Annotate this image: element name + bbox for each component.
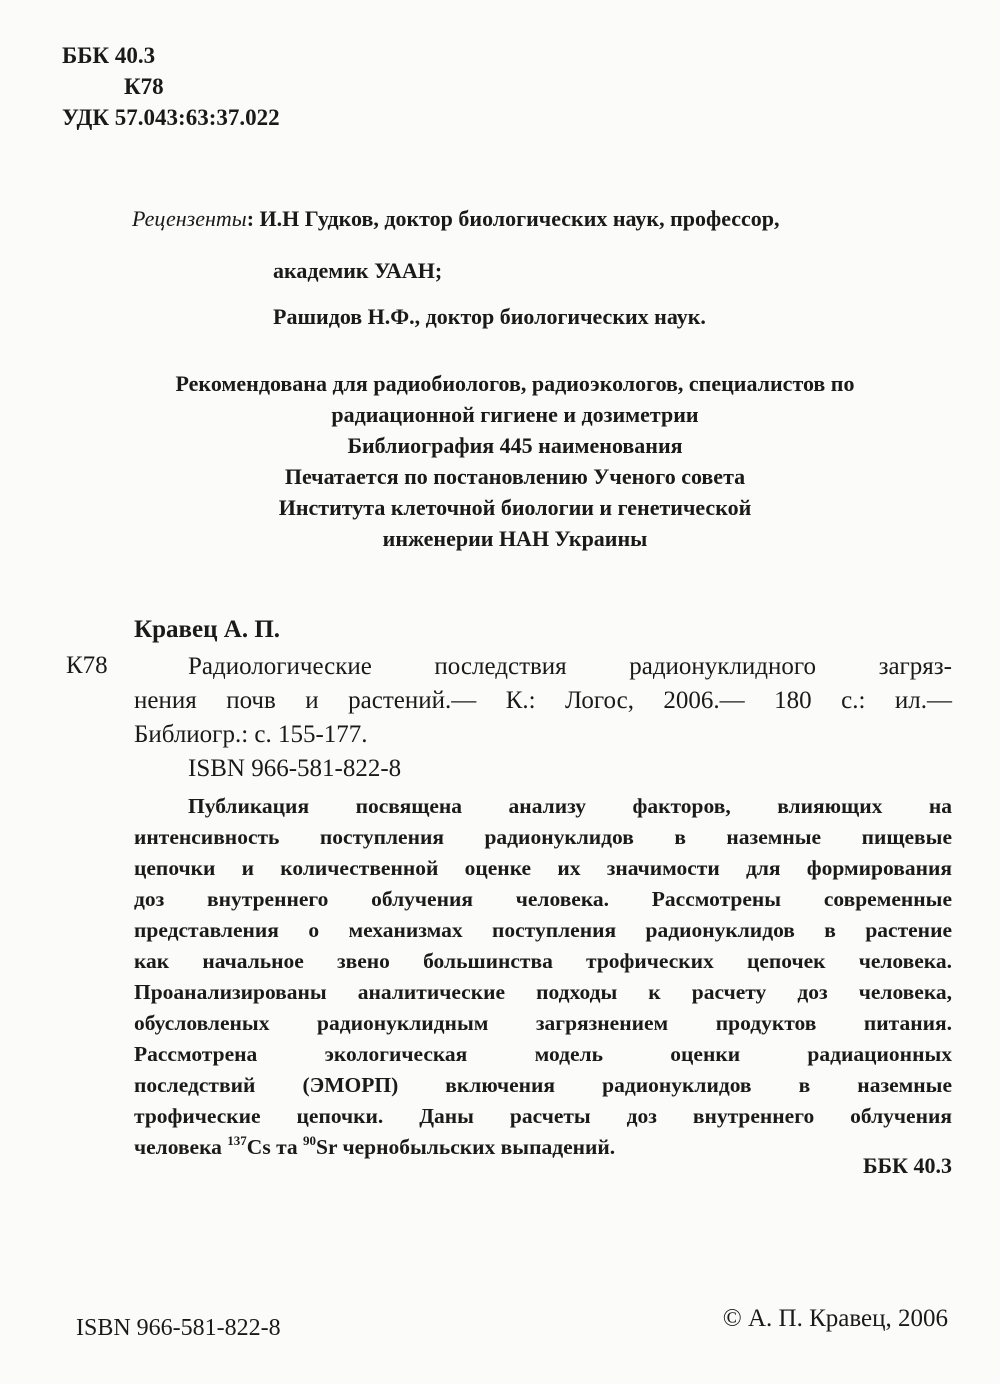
- abstract-line: Проанализированы аналитические подходы к расчету доз человека,: [134, 980, 952, 1004]
- recommend-line: Библиография 445 наименования: [347, 433, 683, 458]
- abstract-line: цепочки и количественной оценке их значимости для формирования: [134, 856, 952, 880]
- footer-isbn: ISBN 966-581-822-8: [76, 1315, 281, 1341]
- abstract-text: Sr чернобыльских выпадений.: [316, 1135, 616, 1159]
- sr-mass-number: 90: [303, 1133, 317, 1148]
- reviewer-1: : И.Н Гудков, доктор биологических наук, профессор,: [246, 206, 780, 231]
- reviewers-label: Рецензенты: [132, 206, 247, 231]
- catalog-author: Кравец А. П.: [134, 616, 281, 643]
- catalog-entry: [134, 650, 952, 786]
- catalog-line: Библиогр.: с. 155-177.: [134, 721, 368, 748]
- abstract-line: трофические цепочки. Даны расчеты доз внутреннего облучения: [134, 1104, 952, 1128]
- recommend-line: радиационной гигиене и дозиметрии: [331, 402, 699, 427]
- abstract-text: человека: [134, 1135, 228, 1159]
- recommend-line: инженерии НАН Украины: [382, 526, 648, 551]
- reviewers-line-3: Рашидов Н.Ф., доктор биологических наук.: [273, 304, 706, 329]
- cs-mass-number: 137: [227, 1133, 247, 1148]
- catalog-side-code: К78: [66, 652, 108, 679]
- abstract-line: обусловленых радионуклидным загрязнением продуктов питания.: [134, 1011, 952, 1035]
- author-mark: К78: [124, 74, 164, 99]
- catalog-line: Радиологические последствия радионуклидного загряз-: [188, 653, 952, 680]
- abstract: [134, 791, 952, 1163]
- classification-codes: [62, 40, 280, 133]
- reviewers-line-2: академик УААН;: [273, 258, 443, 283]
- abstract-bbk: ББК 40.3: [862, 1153, 952, 1178]
- abstract-line: последствий (ЭМОРП) включения радионуклидов в наземные: [134, 1073, 952, 1097]
- bbk-code: ББК 40.3: [62, 43, 156, 68]
- recommendation-block: [90, 368, 940, 554]
- abstract-line: представления о механизмах поступления радионуклидов в растение: [134, 918, 952, 942]
- recommend-line: Института клеточной биологии и генетической: [278, 495, 752, 520]
- abstract-line: интенсивность поступления радионуклидов в наземные пищевые: [134, 825, 952, 849]
- catalog-line: нения почв и растений.— К.: Логос, 2006.— 180 с.: ил.—: [134, 687, 952, 714]
- abstract-line: Публикация посвящена анализу факторов, влияющих на: [188, 794, 952, 818]
- catalog-isbn: ISBN 966-581-822-8: [188, 755, 402, 782]
- abstract-line: как начальное звено большинства трофических цепочек человека.: [134, 949, 952, 973]
- udk-code: УДК 57.043:63:37.022: [62, 105, 280, 130]
- recommend-line: Рекомендована для радиобиологов, радиоэкологов, специалистов по: [175, 371, 855, 396]
- reviewers-line-1: [132, 205, 780, 233]
- abstract-text: Cs та: [246, 1135, 304, 1159]
- abstract-line: Рассмотрена экологическая модель оценки радиационных: [134, 1042, 952, 1066]
- abstract-last-line: [134, 1132, 952, 1163]
- recommend-line: Печатается по постановлению Ученого совета: [284, 464, 746, 489]
- abstract-line: доз внутреннего облучения человека. Рассмотрены современные: [134, 887, 952, 911]
- copyright: © А. П. Кравец, 2006: [722, 1305, 948, 1332]
